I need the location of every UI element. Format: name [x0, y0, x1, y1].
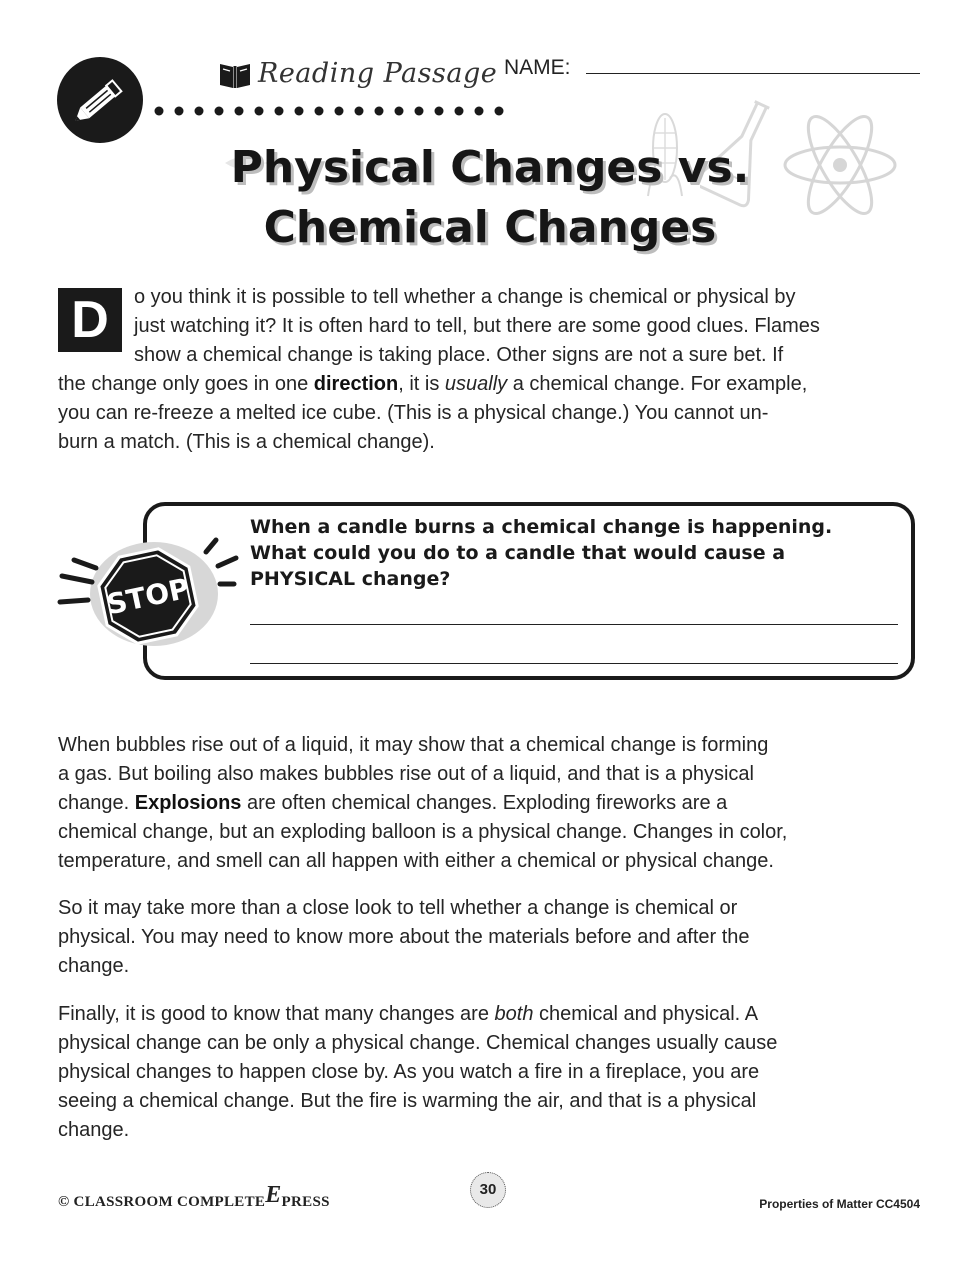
paragraph-close-look: So it may take more than a close look to tell whether a change is chemical or physical. You may need to know more about the materials before and after the change.: [58, 897, 750, 977]
paragraph-finally: Finally, it is good to know that many changes are both chemical and physical. A physical change can be only a physical change. Chemical changes usually cause physical changes to happen close by. As you watch a fire in a fireplace, you are seeing a chemical change. But the fire is warming the air, and that is a physical change.: [58, 1003, 778, 1141]
book-icon: [218, 60, 252, 90]
question-prompt: When a candle burns a chemical change is happening. What could you do to a candle that would cause a PHYSICAL change?: [250, 516, 833, 590]
emphasis-usually: usually: [444, 373, 508, 395]
name-field-line[interactable]: [586, 73, 920, 74]
pencil-icon: [56, 56, 144, 144]
name-label: NAME:: [504, 56, 571, 79]
answer-line[interactable]: [250, 624, 898, 625]
publisher-logo: E: [265, 1182, 282, 1208]
page-title: [150, 138, 830, 258]
answer-line[interactable]: [250, 663, 898, 664]
stop-sign-text: STOP: [103, 571, 193, 622]
paragraph-bubbles: When bubbles rise out of a liquid, it may show that a chemical change is forming a gas. But boiling also makes bubbles rise out of a liquid, and that is a physical change. Explosions are often chemical changes. Exploding fireworks are a chemical change, but an exploding balloon is a physical change. Changes in color, temperature, and smell can all happen with either a chemical or physical change.: [58, 734, 788, 872]
product-code: Properties of Matter CC4504: [759, 1197, 920, 1211]
section-label: Reading Passage: [258, 58, 498, 89]
keyword-direction: direction: [313, 373, 399, 395]
title-line-1: Physical Changes vs.: [230, 142, 750, 193]
publisher-credit: © CLASSROOM COMPLETEEPRESS: [58, 1182, 330, 1210]
title-line-2: Chemical Changes: [263, 202, 717, 253]
emphasis-both: both: [494, 1003, 534, 1025]
stop-sign-icon: [56, 536, 246, 654]
page-number: 30: [470, 1172, 506, 1208]
keyword-explosions: Explosions: [134, 792, 242, 814]
intro-paragraph: o you think it is possible to tell whether a change is chemical or physical by just watching it? It is often hard to tell, but there are some good clues. Flames show a chemical change is taking place. Other signs are not a sure bet. If the change only goes in one direction, it is usually a chemical change. For example, you can re-freeze a melted ice cube. (This is a physical change.) You cannot un- burn a match. (This is a chemical change).: [58, 286, 820, 453]
dotted-divider: [152, 104, 512, 118]
drop-cap: D: [58, 288, 122, 352]
